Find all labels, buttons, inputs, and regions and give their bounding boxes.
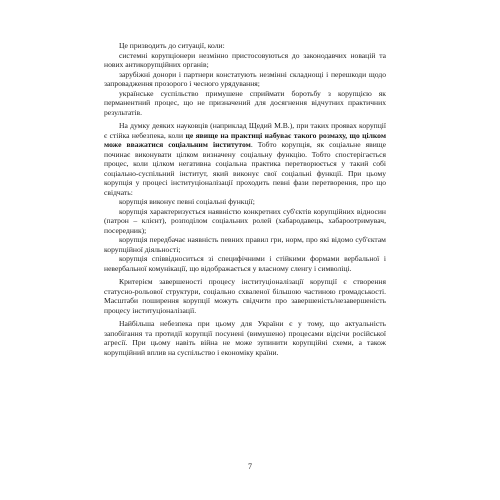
- list-item-subjects-roles: корупція характеризується наявністю конкретних суб'єктів корупційних відносин (патрон – клієнт), розподілом соціальних ролей (хабародавець, хабароотримувач, посередник);: [104, 206, 386, 235]
- document-page: [104, 41, 386, 357]
- paragraph-intro: Це призводить до ситуації, коли:: [119, 41, 225, 50]
- list-item-foreign-donors: зарубіжні донори і партнери констатують незмінні складнощі і перешкоди щодо запровадження прозорого і чесного урядування;: [104, 69, 386, 88]
- list-item-rules-norms: корупція передбачає наявність певних правил гри, норм, про які відомо суб'єктам корупційної діяльності;: [104, 235, 386, 254]
- paragraph-scholars-opinion: [104, 121, 386, 197]
- paragraph-criteria: Критерієм завершеності процесу інституціоналізації корупції є створення статусно-рольової структури, соціально схваленої більшою частиною громадськості. Масштаби поширення корупції можуть свідчити про завершеність/незавершеність процесу інституціоналізації.: [104, 277, 386, 315]
- list-item-systemic-corrupt: системні корупціонери незмінно пристосовуються до законодавчих новацій та нових антикорупційних органів;: [104, 50, 386, 69]
- paragraph-greatest-danger: Найбільша небезпека при цьому для України є у тому, що актуальність запобігання та протидії корупції посунені (вимушено) процесами відсічи російської агресії. При цьому навіть війна не може зупинити корупційні схеми, а також корупційний вплив на суспільство і економіку країни.: [104, 319, 386, 357]
- opinion-emphasis: це явище на практиці набуває такого розмаху, що цілком може вважатися соціальним інститутом: [104, 130, 386, 149]
- list-item-social-functions: корупція виконує певні соціальні функції;: [119, 197, 255, 206]
- list-item-ukrainian-society: українське суспільство примушене сприймати боротьбу з корупцією як перманентний процес, що не призначений для досягнення відчутних практичних результатів.: [104, 88, 386, 117]
- page-number: 7: [248, 462, 252, 471]
- list-item-communication-slang: корупція співвідноситься зі специфічними і стійкими формами вербальної і невербальної комунікації, що відображається у власному сленгу і символіці.: [104, 254, 386, 273]
- opinion-text-start: На думку деяких науковців (наприклад Щедий М.В.), при таких проявах корупції є стійка небезпека, коли: [104, 121, 386, 140]
- opinion-text-end: . Тобто корупція, як соціальне явище починає виконувати цілком визначену соціальну функцію. Тобто спостерігається процес, коли цілком негативна соціальна практика перетворюється у такий собі соціально-суспільний інститут, який виконує свої соціальні функції. При цьому корупція у процесі інституціоналізації проходить певні фази перетворення, про що свідчать:: [104, 140, 386, 197]
